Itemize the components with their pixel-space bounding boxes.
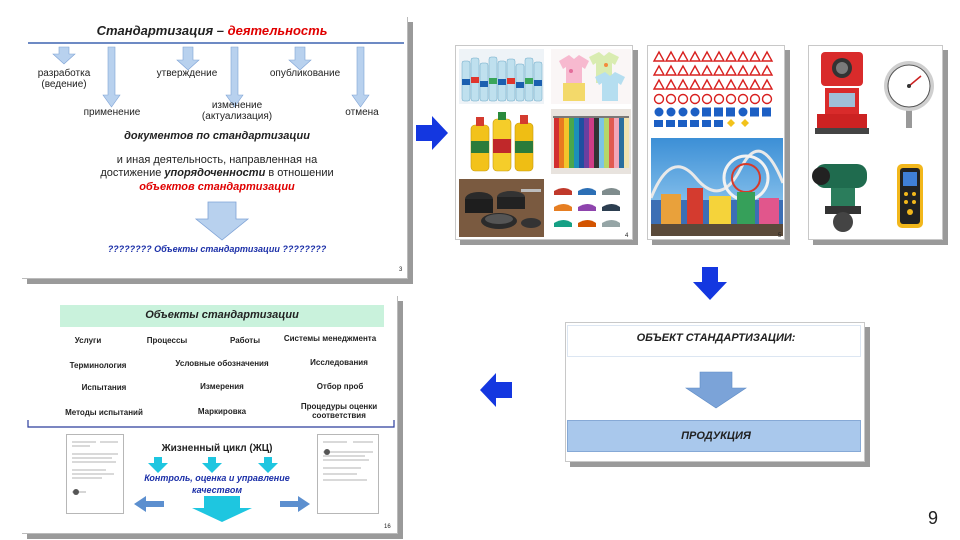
title-highlight: деятельность bbox=[227, 23, 328, 38]
optical-level-photo bbox=[811, 150, 873, 236]
question-line: ???????? Объекты стандартизации ???????? bbox=[107, 244, 327, 254]
orderliness-bold: упорядоченности bbox=[164, 167, 266, 179]
slide-consumer-goods bbox=[455, 45, 633, 240]
object-works: Работы bbox=[229, 336, 261, 345]
laser-rangefinder-photo bbox=[885, 158, 933, 234]
other-activity-line: и иная деятельность, направленная на bbox=[116, 154, 318, 166]
objects-line: объектов стандартизации bbox=[139, 181, 295, 193]
total-station-photo bbox=[811, 48, 873, 138]
slide-standardization-activity bbox=[22, 17, 408, 279]
object-symbols: Условные обозначения bbox=[175, 359, 269, 368]
arrow-down bbox=[692, 266, 728, 302]
page-number: 9 bbox=[928, 508, 939, 528]
activity-bracket bbox=[26, 41, 406, 141]
slide1-page-number: 3 bbox=[399, 267, 403, 273]
control-line-1: Контроль, оценка и управление bbox=[144, 473, 290, 483]
amusement-park-photo bbox=[651, 138, 783, 236]
quality-arrows bbox=[132, 494, 312, 524]
object-testing: Испытания bbox=[81, 383, 127, 392]
object-test-methods: Методы испытаний bbox=[65, 408, 143, 417]
sunflower-oil-photo bbox=[459, 109, 544, 174]
bottled-water-photo bbox=[459, 49, 544, 104]
object-services: Услуги bbox=[74, 336, 102, 345]
slide2-page-number: 4 bbox=[625, 233, 629, 239]
orderliness-line bbox=[72, 168, 362, 179]
activity-cancel: отмена bbox=[345, 107, 379, 118]
objects-header: Объекты стандартизации bbox=[145, 309, 299, 321]
orderliness-suffix: в отношении bbox=[265, 167, 334, 179]
down-arrow-large bbox=[194, 201, 250, 241]
object-measurements: Измерения bbox=[200, 382, 244, 391]
slide1-title bbox=[62, 23, 362, 38]
activity-publish: опубликование bbox=[269, 68, 341, 79]
control-line-2: качеством bbox=[191, 485, 243, 495]
arrow-right-1 bbox=[414, 115, 450, 151]
object-marking: Маркировка bbox=[197, 407, 247, 416]
activity-change: изменение (актуализация) bbox=[201, 100, 273, 122]
road-signs-photo bbox=[651, 49, 783, 129]
slide-measuring-instruments bbox=[808, 45, 943, 240]
object-sampling: Отбор проб bbox=[316, 382, 364, 391]
activity-approve: утверждение bbox=[156, 68, 218, 79]
product-label: ПРОДУКЦИЯ bbox=[681, 430, 751, 442]
activity-develop: разработка (ведение) bbox=[37, 68, 91, 90]
document-thumbnail-right bbox=[317, 434, 379, 514]
pressure-gauge-photo bbox=[877, 54, 941, 134]
slide6-page-number: 16 bbox=[384, 524, 391, 530]
lifecycle-label: Жизненный цикл (ЖЦ) bbox=[161, 443, 273, 454]
arrow-left bbox=[478, 372, 514, 408]
orderliness-prefix: достижение bbox=[100, 167, 165, 179]
object-terminology: Терминология bbox=[69, 361, 127, 370]
slide3-page-number: 5 bbox=[778, 233, 782, 239]
slide-services bbox=[647, 45, 785, 240]
title-prefix: Стандартизация – bbox=[96, 23, 228, 38]
documents-line: документов по стандартизации bbox=[124, 130, 310, 142]
activity-apply: применение bbox=[83, 107, 141, 118]
clothes-rack-photo bbox=[551, 109, 631, 174]
product-down-arrow bbox=[684, 371, 748, 409]
object-conformity-procedures: Процедуры оценки соответствия bbox=[300, 402, 378, 420]
slide-objects-of-standardization bbox=[22, 296, 398, 534]
objects-bracket bbox=[26, 418, 396, 430]
object-management-systems: Системы менеджмента bbox=[283, 334, 377, 343]
object-processes: Процессы bbox=[146, 336, 188, 345]
object-research: Исследования bbox=[310, 358, 368, 367]
document-thumbnail-left bbox=[66, 434, 124, 514]
object-title: ОБЪЕКТ СТАНДАРТИЗАЦИИ: bbox=[636, 332, 796, 344]
slide-object-product bbox=[565, 322, 865, 462]
shoes-photo bbox=[551, 179, 631, 237]
cookware-photo bbox=[459, 179, 544, 237]
childrens-clothing-photo bbox=[551, 49, 631, 104]
